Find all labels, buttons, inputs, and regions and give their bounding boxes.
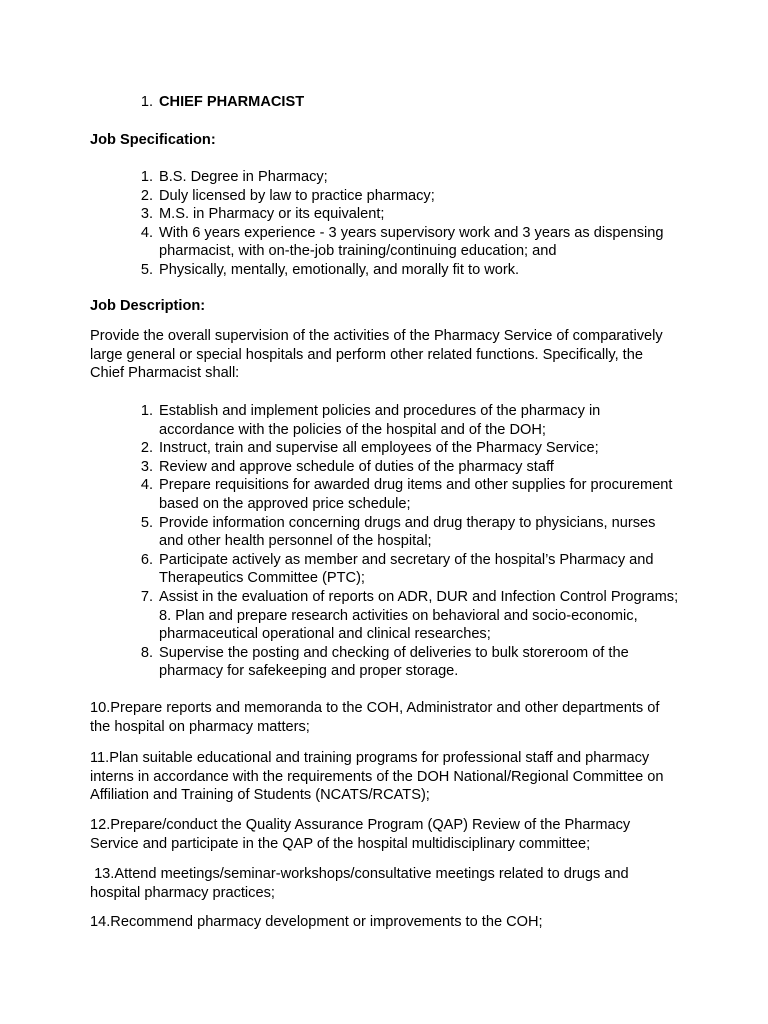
duty-paragraph-13: 13.Attend meetings/seminar-workshops/consultative meetings related to drugs and hospital pharmacy practices; bbox=[90, 866, 633, 901]
list-item-number: 1. bbox=[140, 403, 153, 419]
list-item bbox=[0, 458, 768, 477]
list-item-text: Duly licensed by law to practice pharmacy; bbox=[159, 187, 435, 204]
list-item-text: Establish and implement policies and procedures of the pharmacy in accordance with the policies of the hospital and of the DOH; bbox=[159, 403, 601, 438]
duty-paragraph-14: 14.Recommend pharmacy development or improvements to the COH; bbox=[90, 914, 543, 930]
duty-paragraph-12: 12.Prepare/conduct the Quality Assurance Program (QAP) Review of the Pharmacy Service and participate in the QAP of the hospital multidisciplinary committee; bbox=[90, 817, 631, 852]
list-item bbox=[0, 644, 768, 681]
list-item bbox=[0, 261, 768, 280]
list-item-number: 6. bbox=[140, 551, 153, 568]
list-item bbox=[0, 224, 768, 261]
list-item bbox=[0, 588, 768, 644]
list-item-text: Participate actively as member and secretary of the hospital’s Pharmacy and Therapeutics Committee (PTC); bbox=[159, 551, 654, 587]
duty-paragraph-10: 10.Prepare reports and memoranda to the COH, Administrator and other departments of the hospital on pharmacy matters; bbox=[90, 700, 660, 735]
document-title bbox=[0, 93, 768, 112]
job-specification-heading: Job Specification: bbox=[90, 132, 216, 148]
list-item-number: 8. bbox=[140, 644, 153, 661]
job-description-list bbox=[0, 402, 768, 681]
title-number: 1. bbox=[140, 94, 153, 110]
list-item-number: 3. bbox=[140, 206, 153, 223]
list-item bbox=[0, 187, 768, 206]
list-item-number: 7. bbox=[140, 588, 153, 605]
list-item bbox=[0, 439, 768, 458]
list-item bbox=[0, 476, 768, 513]
title-text: CHIEF PHARMACIST bbox=[159, 94, 305, 110]
list-item-number: 2. bbox=[140, 187, 153, 204]
job-description-heading: Job Description: bbox=[90, 298, 206, 314]
list-item-text: Instruct, train and supervise all employees of the Pharmacy Service; bbox=[159, 440, 599, 457]
duty-paragraph-11: 11.Plan suitable educational and training programs for professional staff and pharmacy interns in accordance with the requirements of the DOH National/Regional Committee on Affiliation and Training of Students (NCATS/RCATS); bbox=[90, 750, 664, 804]
list-item-number: 5. bbox=[140, 261, 153, 278]
job-specification-list bbox=[0, 168, 768, 280]
list-item bbox=[0, 168, 768, 187]
job-description-intro: Provide the overall supervision of the activities of the Pharmacy Service of comparatively large general or special hospitals and perform other related functions. Specifically, the Chief Pharmacist shall: bbox=[90, 328, 663, 382]
list-item-number: 4. bbox=[140, 224, 153, 241]
list-item-text: Review and approve schedule of duties of the pharmacy staff bbox=[159, 458, 554, 475]
list-item-text: M.S. in Pharmacy or its equivalent; bbox=[159, 206, 385, 223]
list-item-text: Physically, mentally, emotionally, and morally fit to work. bbox=[159, 261, 520, 278]
list-item bbox=[0, 402, 768, 439]
list-item bbox=[0, 551, 768, 588]
list-item-text: Prepare requisitions for awarded drug items and other supplies for procurement based on the approved price schedule; bbox=[159, 477, 673, 512]
list-item-number: 2. bbox=[140, 440, 153, 457]
list-item-text: Provide information concerning drugs and drug therapy to physicians, nurses and other health personnel of the hospital; bbox=[159, 514, 656, 550]
list-item-text: B.S. Degree in Pharmacy; bbox=[159, 169, 328, 185]
list-item bbox=[0, 205, 768, 224]
list-item-text: Assist in the evaluation of reports on ADR, DUR and Infection Control Programs; 8. Plan and prepare research activities on behavioral and socio-economic, pharmaceutical operational and clinical researches; bbox=[159, 588, 679, 643]
list-item-number: 5. bbox=[140, 514, 153, 531]
list-item-number: 3. bbox=[140, 458, 153, 475]
list-item-text: Supervise the posting and checking of deliveries to bulk storeroom of the pharmacy for safekeeping and proper storage. bbox=[159, 644, 629, 680]
list-item-number: 4. bbox=[140, 477, 153, 494]
list-item-number: 1. bbox=[140, 169, 153, 185]
list-item bbox=[0, 514, 768, 551]
list-item-text: With 6 years experience - 3 years supervisory work and 3 years as dispensing pharmacist, with on-the-job training/continuing education; and bbox=[159, 224, 664, 260]
